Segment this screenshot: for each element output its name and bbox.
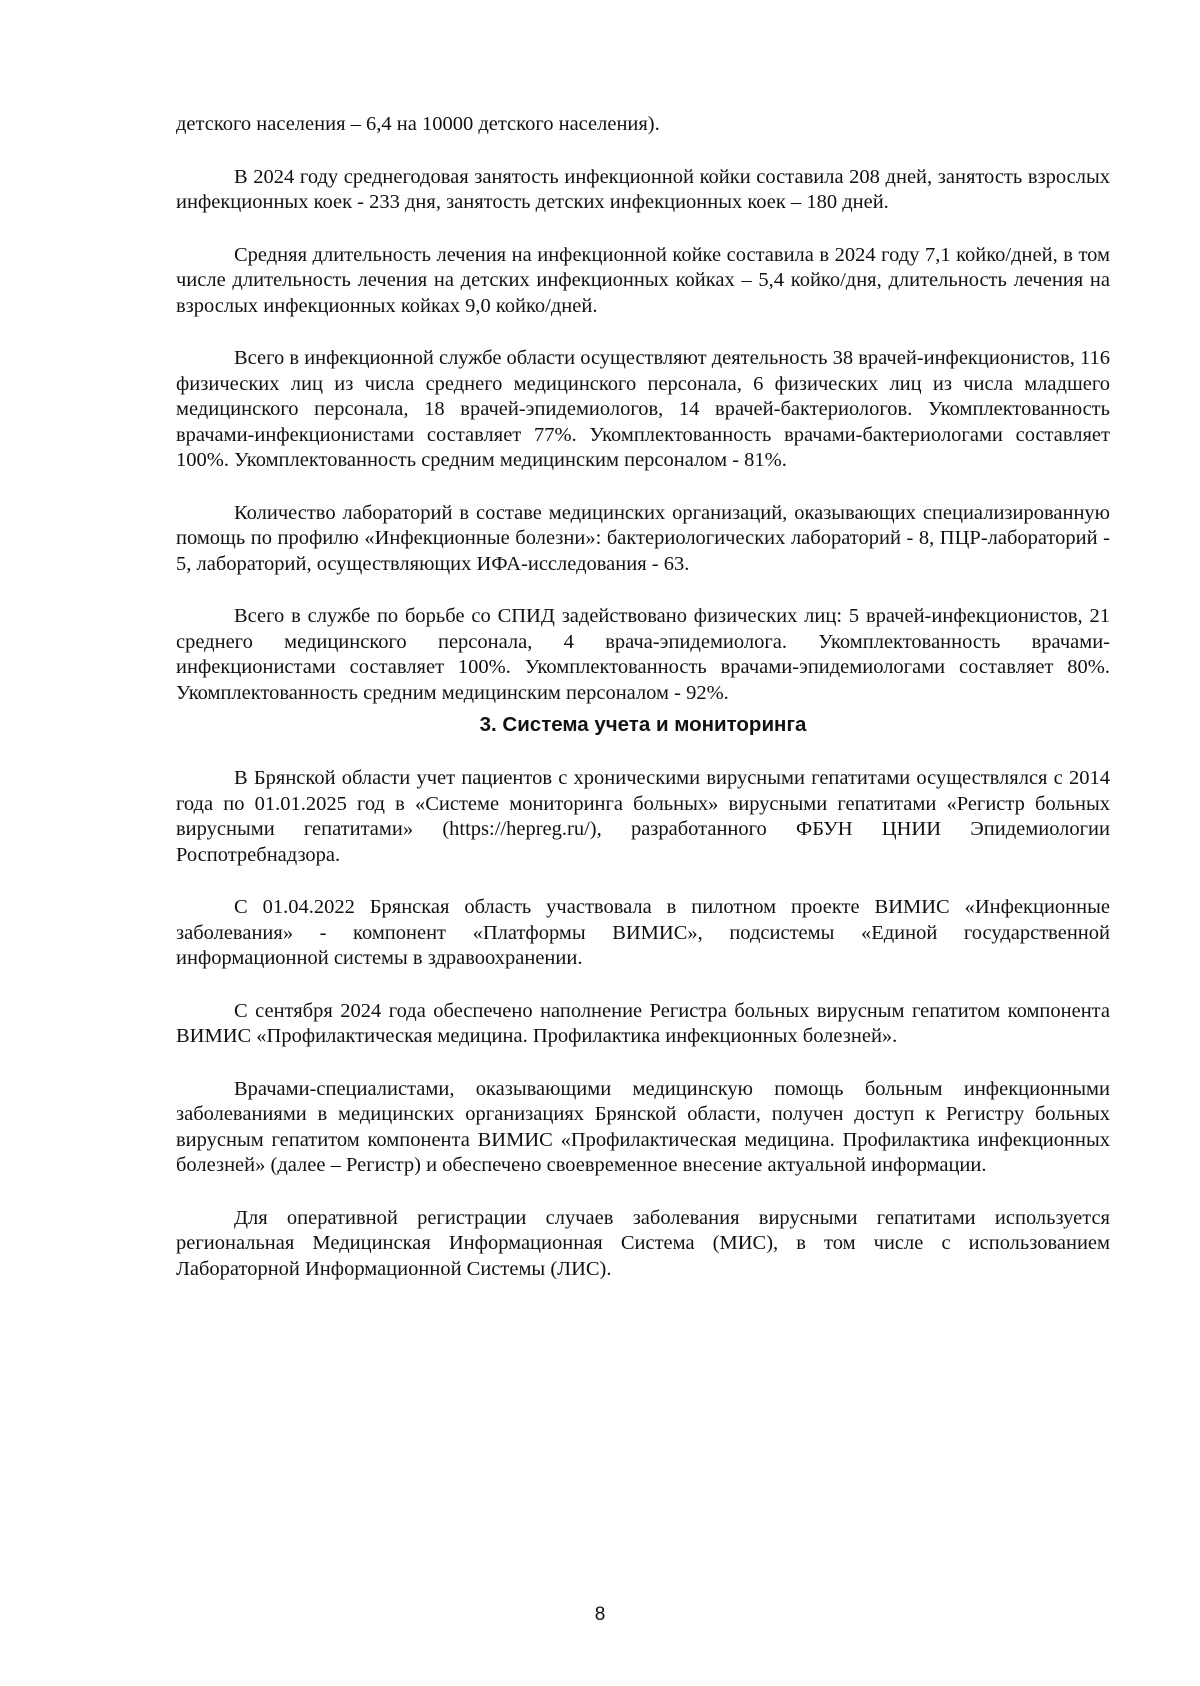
paragraph-laboratories: Количество лабораторий в составе медицинских организаций, оказывающих специализированную помощь по профилю «Инфекционные болезни»: бактериологических лабораторий - 8, ПЦР-лабораторий - 5, лабораторий, осуществляющих ИФА-исследования - 63. <box>176 501 1110 575</box>
paragraph-vimis-pilot: С 01.04.2022 Брянская область участвовала в пилотном проекте ВИМИС «Инфекционные заболевания» - компонент «Платформы ВИМИС», подсистемы «Единой государственной информационной системы в здравоохранении. <box>176 896 1110 969</box>
paragraph-register-access: Врачами-специалистами, оказывающими медицинскую помощь больным инфекционными заболеваниями в медицинских организациях Брянской области, получен доступ к Регистру больных вирусным гепатитом компонента ВИМИС «Профилактическая медицина. Профилактика инфекционных болезней» (далее – Регистр) и обеспечено своевременное внесение актуальной информации. <box>176 1077 1110 1176</box>
paragraph-treatment-duration: Средняя длительность лечения на инфекционной койке составила в 2024 году 7,1 койко/дней, в том числе длительность лечения на детских инфекционных койках – 5,4 койко/дня, длительность лечения на взрослых инфекционных койках 9,0 койко/дней. <box>176 243 1110 317</box>
page-number: 8 <box>594 1604 606 1625</box>
paragraph-register-filling: С сентября 2024 года обеспечено наполнение Регистра больных вирусным гепатитом компонента ВИМИС «Профилактическая медицина. Профилактика инфекционных болезней». <box>176 999 1110 1047</box>
paragraph-mis-lis: Для оперативной регистрации случаев заболевания вирусными гепатитами используется региональная Медицинская Информационная Система (МИС), в том числе с использованием Лабораторной Информационной Системы (ЛИС). <box>176 1206 1110 1280</box>
section-heading: 3. Система учета и мониторинга <box>479 713 807 736</box>
paragraph-children-population-rate: детского населения – 6,4 на 10000 детского населения). <box>176 113 660 135</box>
page-body <box>176 112 1110 1309</box>
paragraph-hepatitis-register: В Брянской области учет пациентов с хроническими вирусными гепатитами осуществлялся с 2014 года по 01.01.2025 год в «Системе мониторинга больных» вирусными гепатитами «Регистр больных вирусными гепатитами» (https://hepreg.ru/), разработанного ФБУН ЦНИИ Эпидемиологии Роспотребнадзора. <box>176 767 1110 866</box>
paragraph-aids-service-staff: Всего в службе по борьбе со СПИД задействовано физических лиц: 5 врачей-инфекционистов, 21 среднего медицинского персонала, 4 врача-эпидемиолога. Укомплектованность врачами-инфекционистами составляет 100%. Укомплектованность врачами-эпидемиологами составляет 80%. Укомплектованность средним медицинским персоналом - 92%. <box>176 605 1110 704</box>
paragraph-infectious-service-staff: Всего в инфекционной службе области осуществляют деятельность 38 врачей-инфекционистов, 116 физических лиц из числа среднего медицинского персонала, 6 физических лиц из числа младшего медицинского персонала, 18 врачей-эпидемиологов, 14 врачей-бактериологов. Укомплектованность врачами-инфекционистами составляет 77%. Укомплектованность врачами-бактериологами составляет 100%. Укомплектованность средним медицинским персоналом - 81%. <box>176 347 1110 471</box>
paragraph-bed-occupancy: В 2024 году среднегодовая занятость инфекционной койки составила 208 дней, занятость взрослых инфекционных коек - 233 дня, занятость детских инфекционных коек – 180 дней. <box>176 165 1110 213</box>
